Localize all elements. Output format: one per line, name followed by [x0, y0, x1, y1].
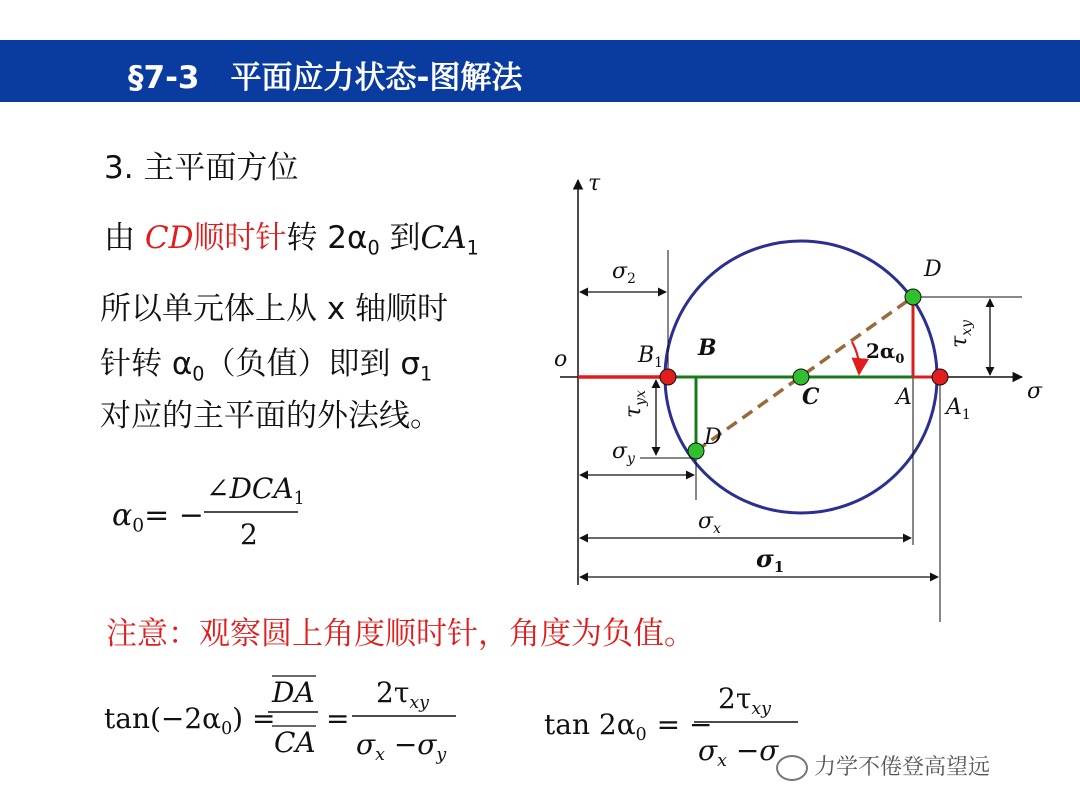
- tan2-lhs: tan 2α: [544, 708, 636, 741]
- label-origin: o: [554, 347, 568, 372]
- label-sigma-axis: σ: [1027, 379, 1043, 404]
- note-text: 注意：观察圆上角度顺时针，角度为负值。: [106, 616, 695, 652]
- formula-tan1-eq2: =: [326, 702, 350, 735]
- formula-alpha-denominator: 2: [240, 518, 258, 551]
- point-c: [793, 369, 809, 385]
- label-sigma1: $\sigma_1$: [756, 544, 785, 576]
- alpha-eq: = −: [144, 498, 204, 533]
- text-ca: CA: [420, 220, 467, 256]
- label-sigma-y: $\sigma_y$: [612, 439, 635, 467]
- para2-sub: 0: [192, 362, 205, 386]
- point-d-bottom: [688, 443, 704, 459]
- watermark-text: 力学不倦登高望远: [814, 755, 991, 780]
- alpha-num: ∠DCA: [206, 472, 294, 505]
- tan2-den: σ: [698, 734, 718, 767]
- tan2-lhs-sub: 0: [635, 725, 647, 746]
- tan1-den-sub1: x: [375, 745, 385, 766]
- formula-tan1-frac1-num: DA: [272, 676, 315, 709]
- tan1-den-mid: −σ: [384, 728, 437, 761]
- tan1-den: σ: [356, 728, 376, 761]
- para2-a: 针转 α: [100, 346, 193, 382]
- para2-b: （负值）即到 σ: [204, 346, 421, 382]
- para2-sub2: 1: [420, 362, 433, 386]
- text-sub0: 0: [367, 236, 380, 260]
- tan1-lhs-sub: 0: [221, 719, 233, 740]
- page-title: §7-3 平面应力状态-图解法: [128, 60, 523, 96]
- text-sub1: 1: [466, 236, 479, 260]
- label-sigma2: $\sigma_2$: [612, 259, 636, 287]
- alpha-num-sub: 1: [293, 489, 305, 510]
- formula-tan1-frac1-den: CA: [274, 726, 316, 759]
- tan2-eq: = −: [656, 708, 713, 741]
- point-b1: [660, 369, 676, 385]
- text-cd: CD: [144, 220, 194, 256]
- label-d-top: D: [924, 257, 942, 282]
- point-a1: [932, 369, 948, 385]
- text-turn: 转 2α: [286, 220, 368, 256]
- tan1-lhs-end: ) =: [232, 702, 276, 735]
- tan2-num-sub: xy: [751, 699, 771, 720]
- label-b: B: [698, 335, 717, 361]
- label-angle: $2\alpha_0$: [866, 339, 905, 367]
- alpha-symbol: α: [112, 498, 133, 533]
- label-a1: $A_1$: [946, 395, 971, 423]
- point-d-top: [905, 289, 921, 305]
- label-d-bottom: D: [704, 425, 722, 450]
- paragraph-line-1: 所以单元体上从 x 轴顺时: [100, 291, 449, 327]
- tan2-num: 2τ: [718, 682, 752, 715]
- tan1-lhs: tan(−2α: [104, 702, 222, 735]
- tan1-den-sub2: y: [436, 745, 447, 766]
- tan2-den-sub1: x: [717, 751, 727, 772]
- label-b1: $B_1$: [638, 343, 664, 371]
- tan1-num-sub: xy: [409, 693, 429, 714]
- text-you: 由: [104, 220, 145, 256]
- text-to: 到: [379, 220, 421, 256]
- text-clockwise: 顺时针: [193, 220, 287, 256]
- label-tau-xy: $\tau_{xy}$: [947, 320, 975, 348]
- label-sigma-x: $\sigma_x$: [698, 509, 721, 537]
- angle-arc: [852, 342, 859, 374]
- paragraph-line-3: 对应的主平面的外法线。: [100, 398, 441, 434]
- alpha-sub: 0: [132, 515, 145, 537]
- tan2-den-mid: −σ: [726, 734, 779, 767]
- label-tau-yx: $\tau_{yx}$: [621, 390, 649, 418]
- tan1-num: 2τ: [376, 676, 410, 709]
- label-c: C: [802, 384, 820, 410]
- section-heading: 3. 主平面方位: [104, 150, 299, 186]
- label-tau-axis: τ: [588, 171, 601, 196]
- label-a: A: [896, 385, 912, 410]
